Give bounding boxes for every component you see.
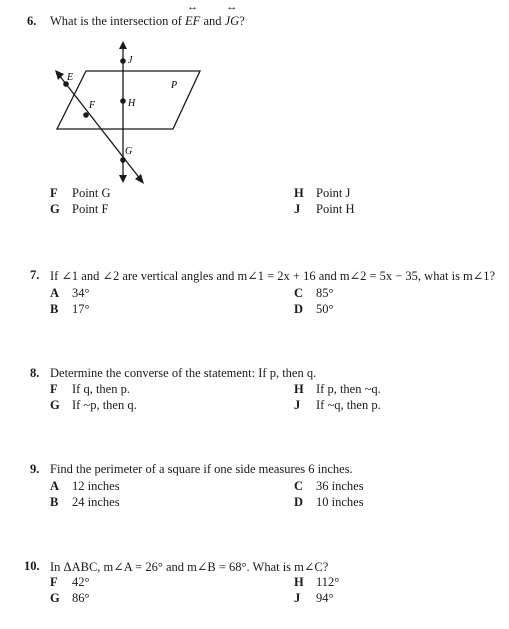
option-a[interactable]: A 34°	[50, 286, 90, 300]
question-number: 8.	[30, 366, 40, 380]
option-h[interactable]: H 112°	[294, 575, 340, 589]
label-e: E	[67, 72, 74, 83]
question-number: 9.	[30, 462, 40, 476]
label-j: J	[128, 55, 133, 66]
question-stem: Find the perimeter of a square if one side measures 6 inches.	[50, 462, 353, 476]
option-d[interactable]: D 10 inches	[294, 495, 364, 509]
option-g[interactable]: G If ~p, then q.	[50, 398, 137, 412]
option-f[interactable]: F Point G	[50, 186, 111, 200]
option-b[interactable]: B 17°	[50, 302, 90, 316]
line-ef-graphic	[59, 75, 141, 180]
option-h[interactable]: H If p, then ~q.	[294, 382, 381, 396]
option-g[interactable]: G 86°	[50, 591, 90, 605]
option-j[interactable]: J If ~q, then p.	[294, 398, 381, 412]
label-p: P	[171, 80, 178, 91]
question-stem: What is the intersection of ↔ EF and ↔ JG?	[50, 14, 245, 29]
question-stem: If ∠1 and ∠2 are vertical angles and m∠1 = 2x + 16 and m∠2 = 5x − 35, what is m∠1?	[50, 269, 496, 283]
option-g[interactable]: G Point F	[50, 202, 109, 216]
option-f[interactable]: F If q, then p.	[50, 382, 130, 396]
line-ef: ↔ EF	[185, 14, 200, 29]
option-c[interactable]: C 36 inches	[294, 479, 364, 493]
question-stem: In ΔABC, m∠A = 26° and m∠B = 68°. What is m∠C?	[50, 560, 329, 574]
point-g	[120, 157, 126, 163]
question-number: 6.	[27, 14, 37, 28]
option-j[interactable]: J Point H	[294, 202, 355, 216]
point-j	[120, 58, 126, 64]
option-f[interactable]: F 42°	[50, 575, 90, 589]
option-b[interactable]: B 24 inches	[50, 495, 120, 509]
option-c[interactable]: C 85°	[294, 286, 334, 300]
option-a[interactable]: A 12 inches	[50, 479, 120, 493]
point-h	[120, 98, 126, 104]
label-h: H	[128, 98, 136, 109]
label-f: F	[89, 100, 96, 111]
line-jg: ↔ JG	[225, 14, 240, 29]
plane-lines-figure	[45, 38, 215, 188]
option-d[interactable]: D 50°	[294, 302, 334, 316]
option-j[interactable]: J 94°	[294, 591, 334, 605]
label-g: G	[125, 146, 133, 157]
question-number: 7.	[30, 268, 40, 282]
question-number: 10.	[24, 559, 40, 573]
option-h[interactable]: H Point J	[294, 186, 351, 200]
question-stem: Determine the converse of the statement: If p, then q.	[50, 366, 317, 380]
point-f	[83, 112, 89, 118]
